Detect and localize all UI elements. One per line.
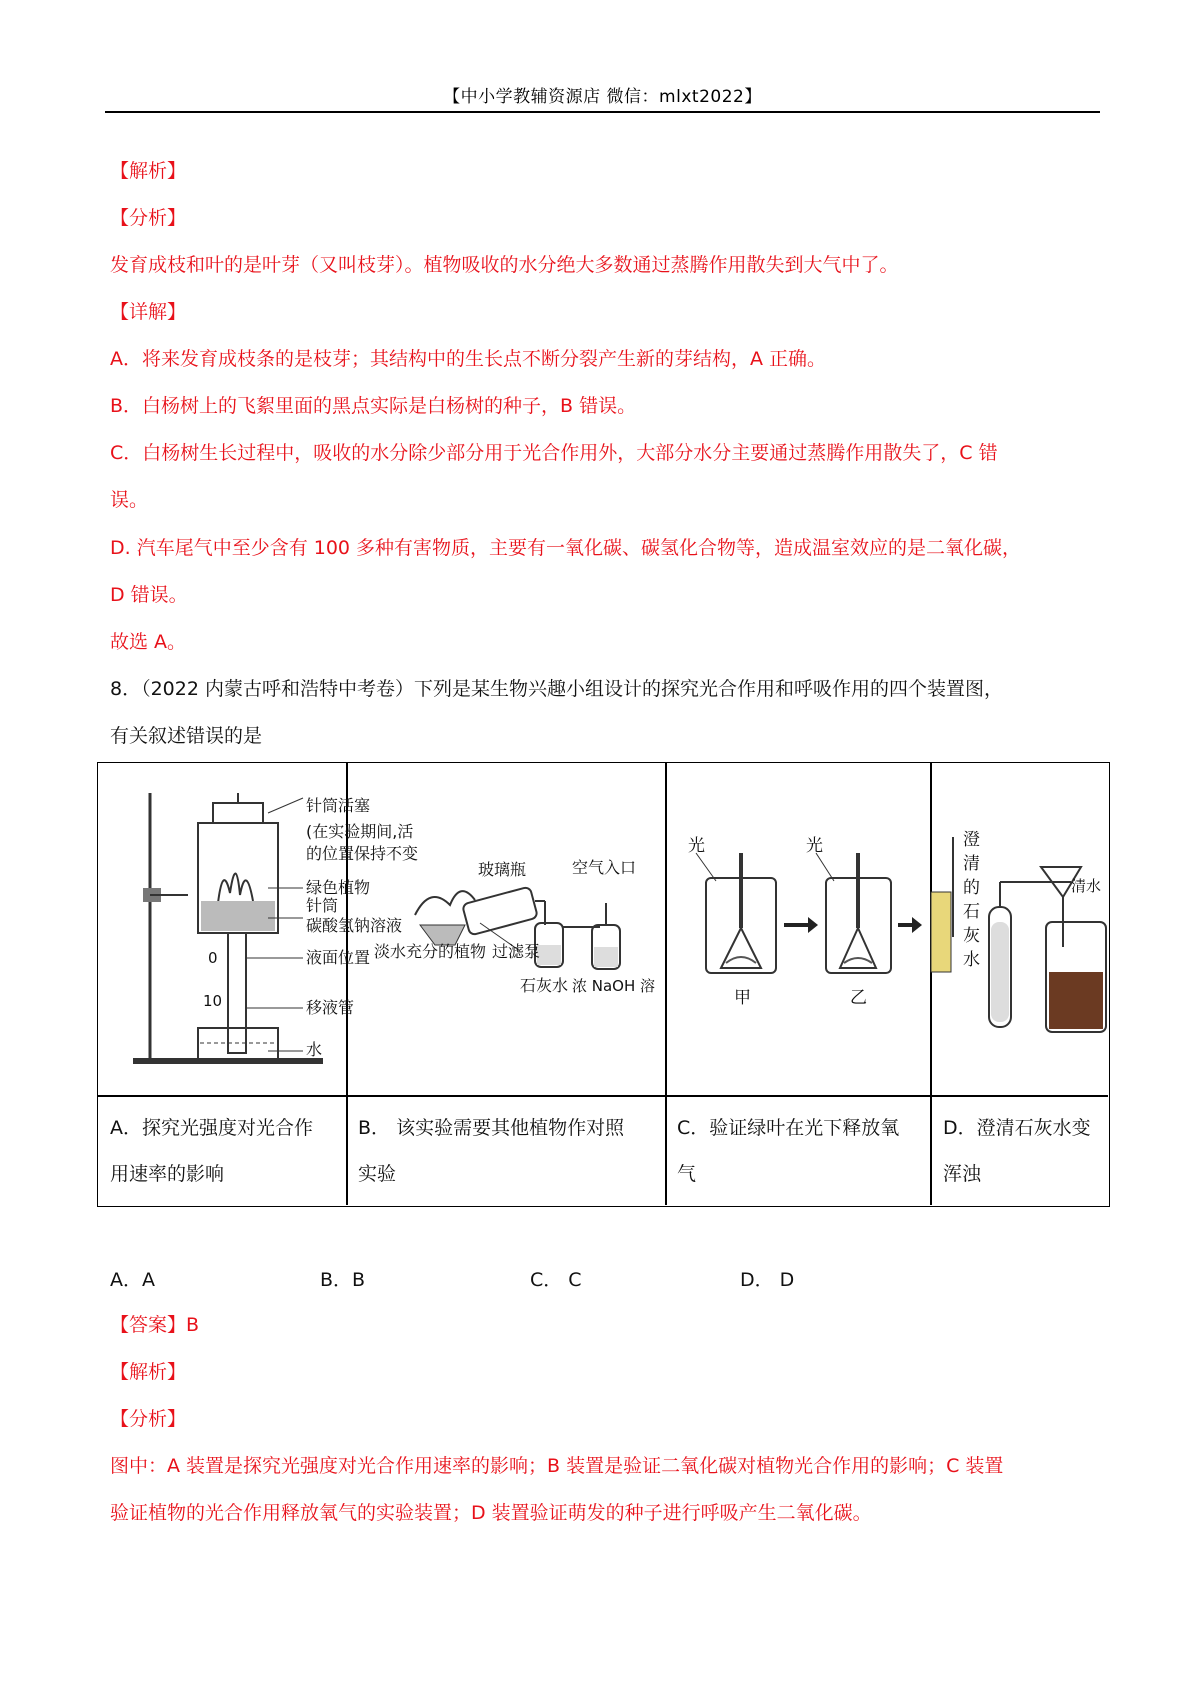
analysis2-line1: 图中：A 装置是探究光强度对光合作用速率的影响；B 装置是验证二氧化碳对植物光合作用的影响；C 装置	[110, 1455, 1004, 1477]
label-c-2: 甲	[734, 988, 751, 1008]
label-a-3: 绿色植物	[306, 878, 371, 897]
detail-a: A．将来发育成枝条的是枝芽；其结构中的生长点不断分裂产生新的芽结构，A 正确。	[110, 348, 827, 370]
cell-c-line2: 气	[677, 1163, 697, 1185]
label-c-3: 乙	[850, 988, 867, 1008]
page-header: 【中小学教辅资源店 微信：mlxt2022】	[443, 87, 762, 107]
question-line2: 有关叙述错误的是	[110, 725, 263, 747]
detail-d-line1: D. 汽车尾气中至少含有 100 多种有害物质，主要有一氧化碳、碳氢化合物等，造成温室效应的是二氧化碳，	[110, 537, 1022, 559]
label-a-7: 移液管	[306, 998, 355, 1017]
fenxi-tag: 【分析】	[110, 207, 187, 229]
detail-d-line2: D 错误。	[110, 584, 188, 606]
figure-table	[97, 762, 1110, 1207]
label-d-3: 石	[963, 902, 980, 922]
cell-c-line1: C．验证绿叶在光下释放氧	[677, 1117, 900, 1139]
option-b: B．B	[320, 1269, 366, 1291]
option-d: D． D	[740, 1269, 795, 1291]
table-divider-2	[665, 763, 667, 1205]
label-b-2: 过滤泵	[492, 942, 541, 961]
label-a-0: 针筒活塞	[306, 796, 371, 815]
cell-d-line1: D．澄清石灰水变	[943, 1117, 1091, 1139]
label-c-0: 光	[688, 836, 705, 856]
label-b-0: 玻璃瓶	[478, 860, 527, 879]
label-a-9: 0	[208, 949, 218, 967]
label-d-6: 清水	[1071, 877, 1102, 895]
detail-b: B．白杨树上的飞絮里面的黑点实际是白杨树的种子，B 错误。	[110, 395, 637, 417]
label-a-1: (在实验期间,活	[306, 822, 414, 841]
label-b-4: 石灰水	[520, 976, 569, 995]
header-rule	[105, 111, 1100, 113]
detail-c-line2: 误。	[110, 489, 149, 511]
cell-b-line1: B． 该实验需要其他植物作对照	[358, 1117, 625, 1139]
apparatus-a-diagram	[118, 793, 419, 1083]
cell-a-line1: A．探究光强度对光合作	[110, 1117, 313, 1139]
label-c-1: 光	[806, 836, 823, 856]
jiexi-tag-2: 【解析】	[110, 1361, 187, 1383]
cell-b-line2: 实验	[358, 1163, 397, 1185]
apparatus-d-diagram	[931, 827, 1106, 1037]
label-b-1: 空气入口	[572, 858, 637, 877]
option-c: C． C	[530, 1269, 582, 1291]
label-d-5: 水	[963, 950, 980, 970]
fenxi-tag-2: 【分析】	[110, 1408, 187, 1430]
label-a-6: 液面位置	[306, 948, 371, 967]
answer-line	[110, 1312, 199, 1338]
label-d-1: 清	[963, 854, 980, 874]
analysis-text: 发育成枝和叶的是叶芽（又叫枝芽）。植物吸收的水分绝大多数通过蒸腾作用散失到大气中了。	[110, 254, 899, 276]
label-b-5: 浓 NaOH 溶	[572, 977, 656, 995]
label-a-5: 碳酸氢钠溶液	[306, 916, 403, 935]
label-a-8: 水	[306, 1040, 323, 1059]
cell-d-line2: 浑浊	[943, 1163, 982, 1185]
detail-c-line1: C．白杨树生长过程中，吸收的水分除少部分用于光合作用外，大部分水分主要通过蒸腾作用散失了，C 错	[110, 442, 998, 464]
choose-answer: 故选 A。	[110, 631, 187, 653]
apparatus-c-diagram	[676, 833, 926, 1013]
label-a-10: 10	[203, 992, 223, 1010]
label-a-4: 针筒	[306, 896, 339, 915]
analysis2-line2: 验证植物的光合作用释放氧气的实验装置；D 装置验证萌发的种子进行呼吸产生二氧化碳。	[110, 1502, 872, 1524]
question-line1: 8．（2022 内蒙古呼和浩特中考卷）下列是某生物兴趣小组设计的探究光合作用和呼吸作用的四个装置图，	[110, 678, 1003, 700]
label-d-0: 澄	[963, 830, 980, 850]
label-b-3: 淡水充分的植物	[374, 942, 487, 961]
label-a-2: 的位置保持不变	[306, 844, 419, 863]
answer-tag: 【答案】	[110, 1314, 187, 1336]
table-row-divider	[98, 1095, 1108, 1097]
label-d-2: 的	[963, 878, 980, 898]
jiexi-tag: 【解析】	[110, 160, 187, 182]
apparatus-b-diagram	[360, 845, 660, 995]
label-d-4: 灰	[963, 926, 980, 946]
xiangjie-tag: 【详解】	[110, 301, 187, 323]
cell-a-line2: 用速率的影响	[110, 1163, 225, 1185]
option-a: A．A	[110, 1269, 155, 1291]
answer-value: B	[186, 1314, 200, 1336]
